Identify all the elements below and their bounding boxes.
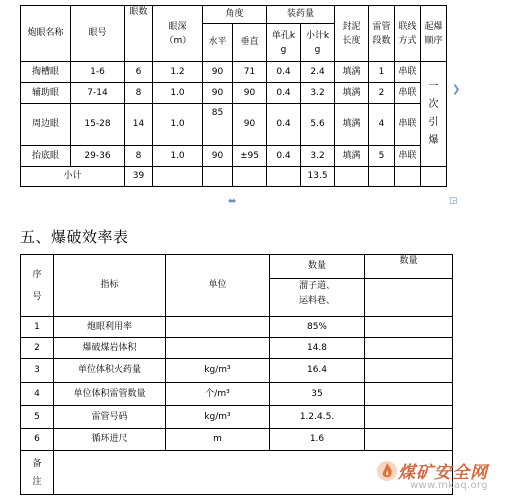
row-charge-single: 0.4	[267, 62, 301, 83]
header-quantity: 数量	[270, 255, 365, 279]
header-quantity-2: 数量	[365, 255, 453, 279]
header-depth: 眼深（m）	[153, 6, 203, 62]
row-count: 8	[125, 146, 153, 167]
header-connection: 联线方式	[395, 6, 421, 62]
row-angle-h: 90	[203, 83, 233, 104]
header-angle-horizontal: 水平	[203, 24, 233, 62]
row-charge-subtotal: 2.4	[301, 62, 335, 83]
row-charge-subtotal: 5.6	[301, 104, 335, 146]
row-indicator: 雷管号码	[54, 406, 166, 429]
row-seq: 6	[21, 429, 54, 451]
row-indicator: 炮眼利用率	[54, 317, 166, 338]
header-angle: 角度	[203, 6, 267, 24]
watermark-title: 煤矿安全网	[398, 463, 488, 483]
row-hole-no: 29-36	[71, 146, 125, 167]
row-seal: 填满	[335, 104, 369, 146]
header-indicator: 指标	[54, 255, 166, 317]
row-detonator: 1	[369, 62, 395, 83]
row-charge-subtotal: 3.2	[301, 146, 335, 167]
header-sequence: 起爆顺序	[421, 6, 447, 62]
row-unit	[166, 317, 270, 338]
row-seq: 2	[21, 338, 54, 359]
row-indicator: 爆破煤岩体积	[54, 338, 166, 359]
row-angle-v: 90	[233, 104, 267, 146]
header-hole-name: 炮眼名称	[21, 6, 71, 62]
row-seal: 填满	[335, 83, 369, 104]
row-indicator: 单位体积雷管数量	[54, 383, 166, 406]
site-watermark	[376, 458, 511, 494]
header-seal-length: 封泥长度	[335, 6, 369, 62]
table-resize-handle-icon[interactable]: ◲	[449, 196, 458, 206]
row-seq: 4	[21, 383, 54, 406]
row-hole-no: 1-6	[71, 62, 125, 83]
row-unit: kg/m³	[166, 406, 270, 429]
row-charge-single: 0.4	[267, 83, 301, 104]
row-count: 14	[125, 104, 153, 146]
row-depth: 1.0	[153, 146, 203, 167]
subtotal-label: 小计	[21, 167, 125, 187]
row-unit	[166, 338, 270, 359]
row-angle-v: 71	[233, 62, 267, 83]
row-unit: m	[166, 429, 270, 451]
row-count: 8	[125, 83, 153, 104]
row-value: 1.2.4.5.	[270, 406, 365, 429]
row-indicator: 单位体积火药量	[54, 359, 166, 383]
row-charge-subtotal: 3.2	[301, 83, 335, 104]
row-connection: 串联	[395, 146, 421, 167]
row-value: 85%	[270, 317, 365, 338]
blasting-parameters-table	[20, 5, 447, 187]
row-connection: 串联	[395, 104, 421, 146]
header-charge-single: 单孔kg	[267, 24, 301, 62]
row-depth: 1.2	[153, 62, 203, 83]
header-hole-no: 眼号	[71, 6, 125, 62]
row-connection: 串联	[395, 62, 421, 83]
row-indicator: 循环进尺	[54, 429, 166, 451]
header-unit: 单位	[166, 255, 270, 317]
subtotal-charge: 13.5	[301, 167, 335, 187]
header-detonator: 雷管段数	[369, 6, 395, 62]
row-value: 16.4	[270, 359, 365, 383]
row-value: 35	[270, 383, 365, 406]
row-angle-v: 90	[233, 83, 267, 104]
header-hole-count: 眼数	[125, 6, 153, 62]
row-seal: 填满	[335, 62, 369, 83]
row-angle-h: 90	[203, 146, 233, 167]
row-seal: 填满	[335, 146, 369, 167]
column-resize-handle-icon[interactable]: ❯	[452, 84, 461, 95]
row-connection: 串联	[395, 83, 421, 104]
header-seq: 序号	[21, 255, 54, 317]
row-detonator: 2	[369, 83, 395, 104]
row-hole-no: 15-28	[71, 104, 125, 146]
row-detonator: 5	[369, 146, 395, 167]
row-detonator: 4	[369, 104, 395, 146]
row-angle-v: ±95	[233, 146, 267, 167]
row-unit: kg/m³	[166, 359, 270, 383]
row-value: 1.6	[270, 429, 365, 451]
row-depth: 1.0	[153, 104, 203, 146]
sequence-cell: 一次引爆	[421, 62, 447, 167]
row-hole-no: 7-14	[71, 83, 125, 104]
row-name: 周边眼	[21, 104, 71, 146]
row-resize-handle-icon[interactable]: ⬌	[228, 196, 237, 207]
header-charge-subtotal: 小计kg	[301, 24, 335, 62]
row-seq: 3	[21, 359, 54, 383]
flame-logo-icon	[376, 460, 398, 482]
row-depth: 1.0	[153, 83, 203, 104]
row-name: 辅助眼	[21, 83, 71, 104]
row-angle-h: 85	[203, 104, 233, 146]
row-value: 14.8	[270, 338, 365, 359]
row-charge-single: 0.4	[267, 146, 301, 167]
watermark-url: www.mkaq.org	[410, 480, 488, 491]
header-charge: 装药量	[267, 6, 335, 24]
subtotal-count: 39	[125, 167, 153, 187]
row-angle-h: 90	[203, 62, 233, 83]
row-seq: 5	[21, 406, 54, 429]
row-charge-single: 0.4	[267, 104, 301, 146]
remark-label: 备注	[21, 451, 54, 495]
header-angle-vertical: 垂直	[233, 24, 267, 62]
row-unit: 个/m³	[166, 383, 270, 406]
row-seq: 1	[21, 317, 54, 338]
row-name: 抬底眼	[21, 146, 71, 167]
row-count: 6	[125, 62, 153, 83]
section-heading: 五、爆破效率表	[20, 228, 129, 246]
header-sub-note: 溜子道、运料巷、	[270, 279, 365, 317]
row-name: 掏槽眼	[21, 62, 71, 83]
